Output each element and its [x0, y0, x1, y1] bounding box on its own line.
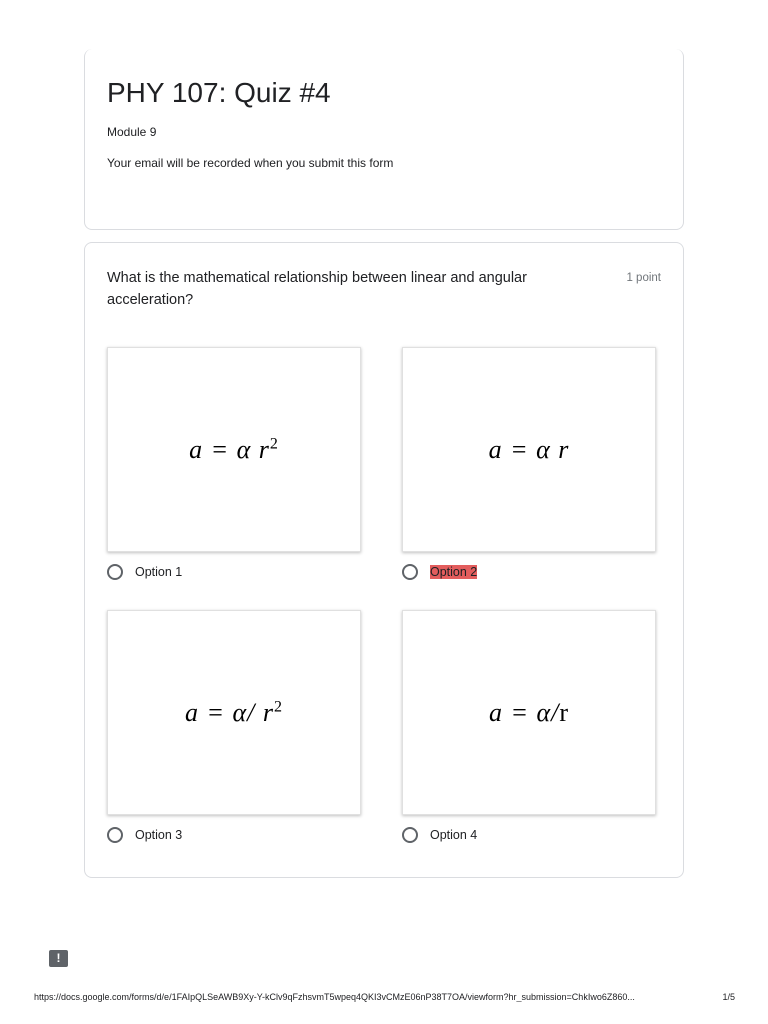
- question-text: What is the mathematical relationship between linear and angular acceleration?: [107, 270, 527, 308]
- option-3-image: [107, 610, 361, 815]
- option-3-formula: a = α/ $r^2$: [184, 697, 284, 727]
- feedback-icon[interactable]: !: [49, 950, 68, 967]
- form-description: Module 9: [107, 125, 157, 139]
- option-4-image: [402, 610, 656, 815]
- option-3-row[interactable]: [107, 827, 361, 843]
- option-1-formula: a = α $r^2$: [189, 434, 279, 464]
- option-4-radio[interactable]: [402, 827, 418, 843]
- option-4-label: Option 4: [430, 828, 478, 842]
- page-number: 1/5: [722, 992, 735, 1002]
- form-title: PHY 107: Quiz #4: [107, 77, 331, 108]
- option-2-row[interactable]: [402, 564, 656, 580]
- option-4[interactable]: [402, 610, 656, 843]
- option-2-radio[interactable]: [402, 564, 418, 580]
- option-4-row[interactable]: [402, 827, 656, 843]
- email-notice: Your email will be recorded when you submit this form: [107, 156, 394, 170]
- option-3[interactable]: [107, 610, 361, 843]
- option-3-label: Option 3: [135, 828, 183, 842]
- option-3-radio[interactable]: [107, 827, 123, 843]
- form-header-card: [84, 49, 684, 230]
- points-label: 1 point: [626, 272, 661, 284]
- option-1[interactable]: [107, 347, 361, 580]
- option-1-row[interactable]: [107, 564, 361, 580]
- option-2-label: Option 2: [430, 565, 478, 579]
- option-2-image: [402, 347, 656, 552]
- footer-url: https://docs.google.com/forms/d/e/1FAIpQLSeAWB9Xy-Y-kClv9qFzhsvmT5wpeq4QKI3vCMzE06nP38T7OA/viewform?hr_submission=ChkIwo6Z860...: [34, 992, 635, 1002]
- option-1-label: Option 1: [135, 565, 183, 579]
- option-2-formula: a = α r: [488, 434, 570, 464]
- option-1-radio[interactable]: [107, 564, 123, 580]
- option-1-image: [107, 347, 361, 552]
- question-card: [84, 242, 684, 878]
- option-2[interactable]: [402, 347, 656, 580]
- option-4-formula: a = α/r: [488, 697, 570, 727]
